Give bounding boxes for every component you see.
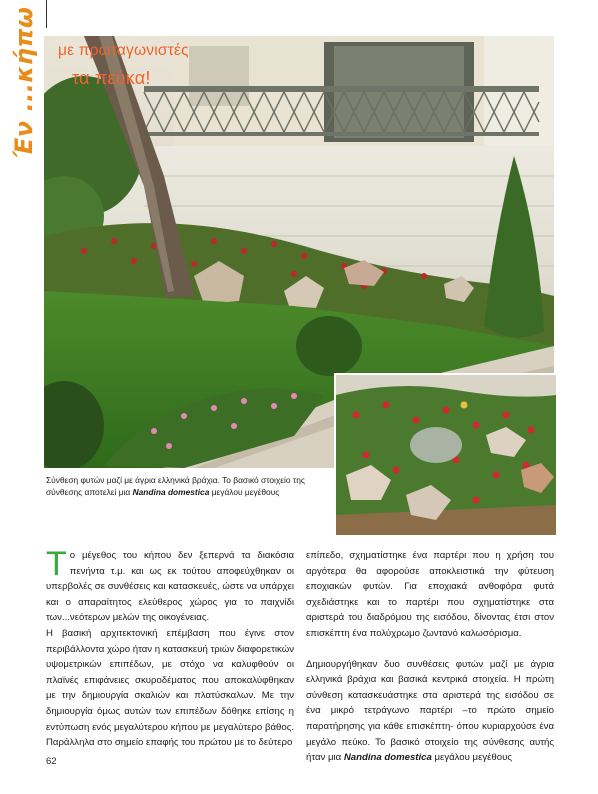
plant-name: Nandina domestica [343, 752, 432, 764]
paragraph [46, 545, 294, 626]
section-tag [4, 6, 44, 161]
paragraph [306, 657, 554, 766]
page-number: 62 [46, 756, 57, 767]
paragraph-text-end: μεγάλου μεγέθους [431, 752, 512, 764]
body-column-right [306, 548, 554, 766]
body-column-left [46, 545, 294, 751]
article-title-line1: με πρωταγωνιστές [58, 42, 189, 59]
article-title-line2: τα πεύκα! [72, 68, 151, 88]
photo-caption [46, 474, 328, 498]
paragraph-text: Δημιουργήθηκαν δυο συνθέσεις φυτών μαζί με άγρια ελληνικά βράχια και βασικά κεντρικά στοιχεία. Η πρώτη σύνθεση κατασκευάστηκε στα αριστερά της εισόδου σε ένα μικρό τετράγωνο παρτέρι –το πρώτο σημείο παρατήρησης για κάθε επισκέπτη- όπου κυριαρχούσε ένα μεγάλο πεύκο. Το βασικό στοιχείο της σύνθεσης αυτής ήταν μια [306, 658, 554, 764]
margin-rule [46, 0, 47, 28]
caption-plant-name: Nandina domestica [132, 487, 210, 498]
caption-text: Σύνθεση φυτών μαζί με άγρια ελληνικά βράχια. Το βασικό στοιχείο της σύνθεσης αποτελεί μια [46, 475, 305, 498]
section-tag-text: Έν ...κήπω [10, 6, 38, 158]
paragraph-text: Η βασική αρχιτεκτονική επέμβαση που έγινε στον περιβάλλοντα χώρο ήταν η κατασκευή τριών διαφορετικών υψομετρικών επιπέδων, με στόχο να καλυφθούν οι πλαϊνές επιφάνειες σκυροδέματος που αποκαλύφθηκαν με την δημιουργία σκαλιών και πλατύσκαλων. Με την δημιουργία όμως αυτών των επιπέδων δόθηκε επίσης η εντύπωση ενός μεγαλύτερου κήπου με μεγαλύτερο βάθος. Παράλληλα στο σημείο επαφής του πρώτου με το δεύτερο [46, 627, 294, 749]
caption-text-end: μεγάλου μεγέθους [209, 487, 280, 498]
paragraph-text: ο μέγεθος του κήπου δεν ξεπερνά τα διακόσια πενήντα τ.μ. και ως εκ τούτου αποφεύχθηκαν οι υπερβολές σε συνθέσεις και κατασκευές, ώστε να υπάρχει και ο απαραίτητος ελεύθερος χώρος για το παιχνίδι των...νεότερων μελών της οικογένειας. [46, 550, 294, 624]
paragraph [46, 626, 294, 751]
inset-rock-garden-photo [334, 373, 556, 535]
paragraph [306, 548, 554, 642]
drop-cap: Τ [46, 545, 67, 583]
paragraph-text: επίπεδο, σχηματίστηκε ένα παρτέρι που η χρήση του αργότερα θα αφορούσε αποκλειστικά την φύτευση εποχιακών φυτών. Για εποχιακά ανθοφόρα φυτά σχεδιάστηκε και το παρτέρι που σχηματίστηκε στα αριστερά του διαδρόμου της εισόδου, δίνοντας έτσι στον επισκέπτη ένα πολύχρωμο ζωντανό καλωσόρισμα. [306, 550, 554, 639]
